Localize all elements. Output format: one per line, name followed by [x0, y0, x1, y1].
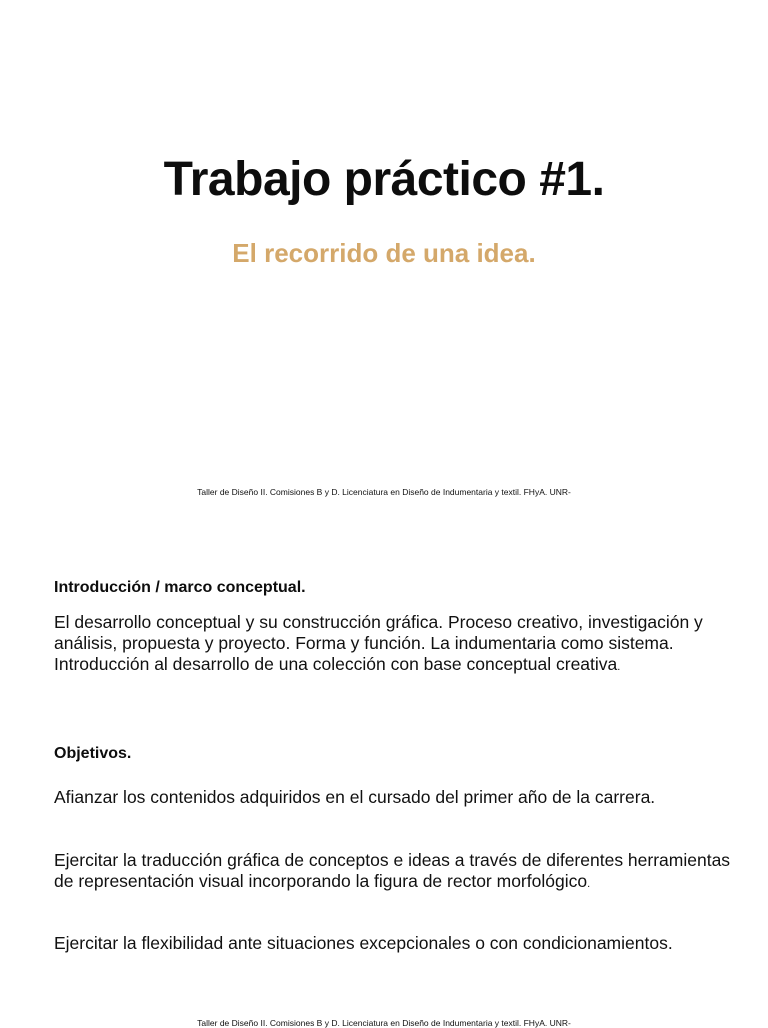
objective-item — [54, 933, 734, 957]
intro-heading: Introducción / marco conceptual. — [54, 579, 306, 596]
objectives-heading: Objetivos. — [54, 745, 132, 762]
intro-period: . — [617, 661, 621, 673]
objective-item — [54, 850, 734, 895]
objective-text: Ejercitar la traducción gráfica de conceptos e ideas a través de diferentes herramientas de representación visual incorporando la figura de rector morfológico — [54, 850, 731, 891]
objective-text: Ejercitar la flexibilidad ante situaciones excepcionales o con condicionamientos. — [54, 933, 673, 953]
objective-period: . — [587, 878, 591, 890]
page-subtitle: El recorrido de una idea. — [232, 238, 536, 268]
intro-paragraph — [54, 612, 734, 678]
objective-item — [54, 787, 734, 811]
page-title: Trabajo práctico #1. — [163, 153, 605, 206]
intro-body: El desarrollo conceptual y su construcción gráfica. Proceso creativo, investigación y análisis, propuesta y proyecto. Forma y función. La indumentaria como sistema. Introducción al desarrollo de una colección con base conceptual creativa — [54, 612, 703, 674]
objective-text: Afianzar los contenidos adquiridos en el cursado del primer año de la carrera. — [54, 787, 656, 807]
page-footer-cut: Taller de Diseño II. Comisiones B y D. Licenciatura en Diseño de Indumentaria y textil. FHyA. UNR- — [197, 1018, 571, 1028]
course-footer: Taller de Diseño II. Comisiones B y D. Licenciatura en Diseño de Indumentaria y textil. FHyA. UNR- — [197, 487, 571, 497]
